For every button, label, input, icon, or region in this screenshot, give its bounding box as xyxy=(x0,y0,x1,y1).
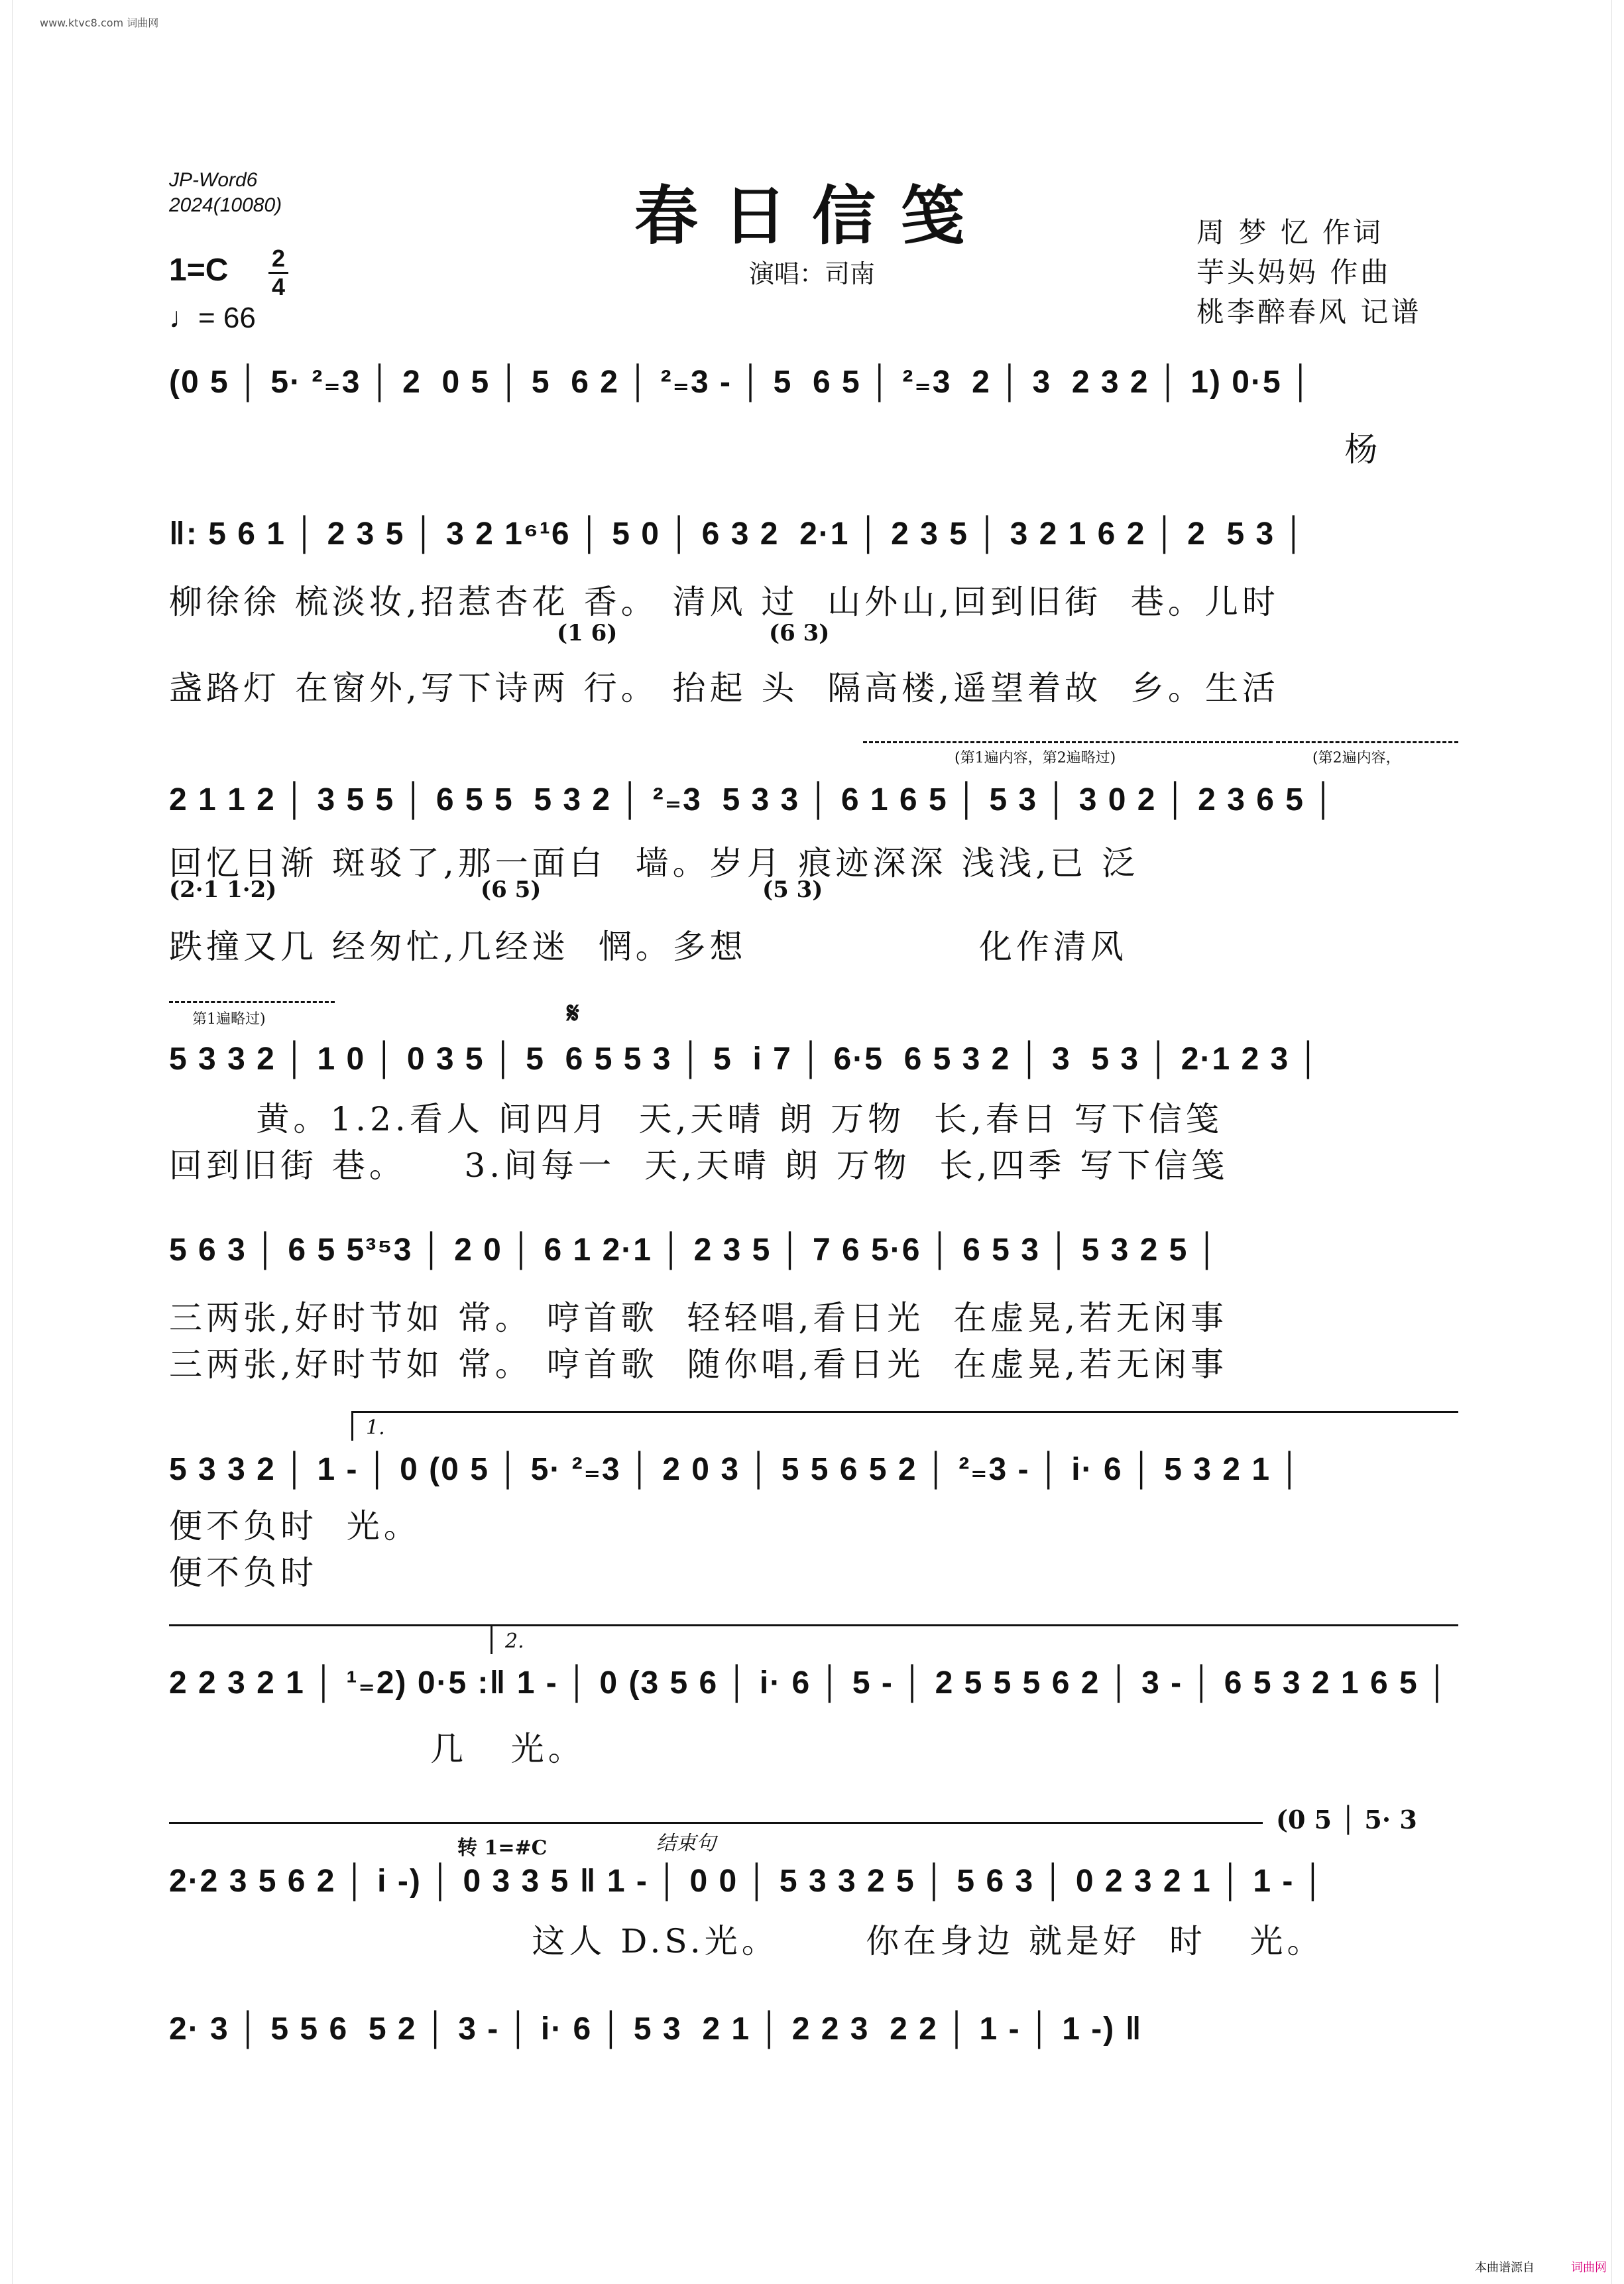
lyrics-system-8: 这人 D.S.光。 你在身边 就是好 时 光。 xyxy=(169,1922,1324,1960)
ending-bracket-1 xyxy=(351,1411,1458,1413)
time-signature-bottom: 4 xyxy=(271,273,286,300)
right-margin-strip xyxy=(1611,0,1624,2284)
lyrics-system-7: 几 光。 xyxy=(169,1730,585,1768)
lyrics-system-5-verse-1: 三两张,好时节如 常。 哼首歌 轻轻唱,看日光 在虚晃,若无闲事 xyxy=(169,1299,1228,1337)
lyrics-system-6-verse-2: 便不负时 xyxy=(169,1553,318,1592)
ending-1-label: 1. xyxy=(366,1416,385,1439)
segno-sign: 𝄋 xyxy=(567,996,579,1030)
notation-system-3: 2 1 1 2 │ 3 5 5 │ 6 5 5 5 3 2 │ ²₌3 5 3 3 │ 6 1 6 5 │ 5 3 │ 3 0 2 │ 2 3 6 5 │ xyxy=(169,782,1336,817)
pickup-notes: (0 5 │ 5· 3 xyxy=(1276,1805,1417,1834)
alt-notes-c: (2·1 1·2) xyxy=(169,876,277,903)
notation-system-7: 2 2 3 2 1 │ ¹₌2) 0·5 :‖ 1 - │ 0 (3 5 6 │ i· 6 │ 5 - │ 2 5 5 5 6 2 │ 3 - │ 6 5 3 2 1 6 5 │ xyxy=(169,1665,1450,1701)
ending-bracket-2-hook xyxy=(491,1624,493,1654)
software-version: 2024(10080) xyxy=(169,194,282,216)
singer-credit: 演唱：司南 xyxy=(748,259,875,288)
alt-notes-b: (6 3) xyxy=(769,620,830,646)
lyrics-system-4-verse-2: 回到旧街 巷。 3.间每一 天,天晴 朗 万物 长,四季 写下信笺 xyxy=(169,1146,1229,1185)
alt-notes-a: (1 6) xyxy=(557,620,618,646)
lyrics-system-2-verse-2: 盏路灯 在窗外,写下诗两 行。 抬起 头 隔高楼,遥望着故 乡。生活 xyxy=(169,669,1279,707)
alt-notes-d: (6 5) xyxy=(481,876,542,903)
volta-note-second: (第2遍内容， xyxy=(1312,750,1401,766)
coda-label: 结束句 xyxy=(656,1832,716,1855)
notation-system-1: (0 5 │ 5· ²₌3 │ 2 0 5 │ 5 6 2 │ ²₌3 - │ 5 6 5 │ ²₌3 2 │ 3 2 3 2 │ 1) 0·5 │ xyxy=(169,365,1313,400)
notation-system-2: ‖: 5 6 1 │ 2 3 5 │ 3 2 1⁶¹6 │ 5 0 │ 6 3 2 2·1 │ 2 3 5 │ 3 2 1 6 2 │ 2 5 3 │ xyxy=(169,516,1306,552)
tempo-marking: ♩= 66 xyxy=(169,302,256,334)
key-signature: 1=C xyxy=(169,253,229,288)
volta-bracket-second xyxy=(1276,741,1458,743)
lyrics-system-6-verse-1: 便不负时 光。 xyxy=(169,1507,421,1545)
coda-line xyxy=(169,1822,1263,1824)
source-url[interactable]: www.ktvc8.com 词曲网 xyxy=(40,17,159,29)
lyrics-system-3-verse-2: 跌撞又几 经匆忙,几经迷 惘。多想 化作清风 xyxy=(169,928,1128,966)
notation-system-4: 5 3 3 2 │ 1 0 │ 0 3 5 │ 5 6 5 5 3 │ 5 i 7 │ 6·5 6 5 3 2 │ 3 5 3 │ 2·1 2 3 │ xyxy=(169,1042,1321,1077)
ending-bracket-1-hook xyxy=(351,1411,353,1441)
alt-notes-e: (5 3) xyxy=(762,876,823,903)
lyrics-system-2-verse-1: 柳徐徐 梳淡妆,招惹杏花 香。 清风 过 山外山,回到旧街 巷。儿时 xyxy=(169,583,1279,621)
transcriber-credit: 桃李醉春风 记谱 xyxy=(1196,296,1422,328)
notation-system-9: 2· 3 │ 5 5 6 5 2 │ 3 - │ i· 6 │ 5 3 2 1 │ 2 2 3 2 2 │ 1 - │ 1 -) ‖ xyxy=(169,2012,1143,2047)
song-title: 春日信笺 xyxy=(634,178,990,253)
footer-source-label: 本曲谱源自 xyxy=(1475,2261,1535,2275)
notation-system-6: 5 3 3 2 │ 1 - │ 0 (0 5 │ 5· ²₌3 │ 2 0 3 │ 5 5 6 5 2 │ ²₌3 - │ i· 6 │ 5 3 2 1 │ xyxy=(169,1452,1303,1487)
time-signature xyxy=(268,247,288,299)
volta-bracket-first-end xyxy=(169,1001,335,1003)
software-name: JP-Word6 xyxy=(169,169,258,191)
volta-bracket-first xyxy=(863,741,1273,743)
composer-credit: 芋头妈妈 作曲 xyxy=(1196,256,1391,288)
ending-bracket-2 xyxy=(169,1624,1458,1626)
left-margin-strip xyxy=(0,0,13,2284)
lyrics-system-3-verse-1: 回忆日渐 斑驳了,那一面白 墙。岁月 痕迹深深 浅浅,已 泛 xyxy=(169,844,1139,882)
volta-note-first-end: 第1遍略过) xyxy=(192,1011,266,1028)
modulation-marking: 转 1=#C xyxy=(457,1836,548,1860)
volta-note-first: (第1遍内容，第2遍略过) xyxy=(955,750,1116,766)
notation-system-8: 2·2 3 5 6 2 │ i -) │ 0 3 3 5 ‖ 1 - │ 0 0 │ 5 3 3 2 5 │ 5 6 3 │ 0 2 3 2 1 │ 1 - │ xyxy=(169,1864,1326,1899)
lyrics-system-4-verse-1: 黄。1.2.看人 间四月 天,天晴 朗 万物 长,春日 写下信笺 xyxy=(169,1100,1223,1138)
notation-system-5: 5 6 3 │ 6 5 5³⁵3 │ 2 0 │ 6 1 2·1 │ 2 3 5 │ 7 6 5·6 │ 6 5 3 │ 5 3 2 5 │ xyxy=(169,1232,1220,1268)
footer-site-link[interactable]: 词曲网 xyxy=(1571,2261,1607,2275)
time-signature-top: 2 xyxy=(271,245,286,272)
lyricist-credit: 周 梦 忆 作词 xyxy=(1196,216,1384,249)
lyrics-system-1: 杨 xyxy=(169,430,1382,469)
lyrics-system-5-verse-2: 三两张,好时节如 常。 哼首歌 随你唱,看日光 在虚晃,若无闲事 xyxy=(169,1345,1228,1384)
ending-2-label: 2. xyxy=(505,1630,524,1653)
